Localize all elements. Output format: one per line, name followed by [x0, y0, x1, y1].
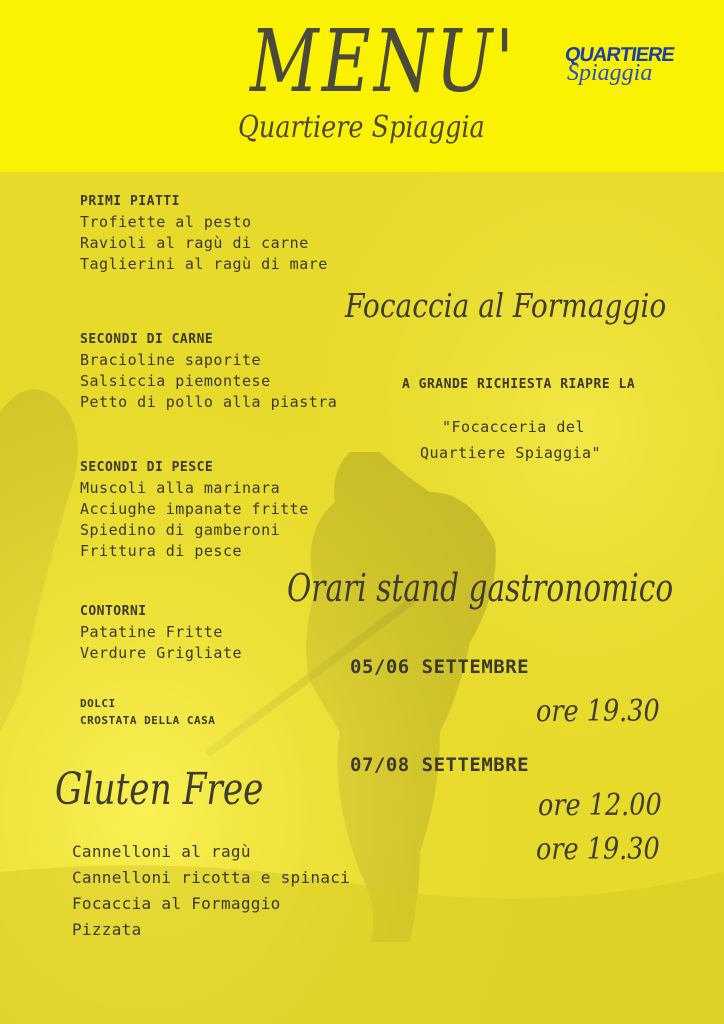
- menu-item: CROSTATA DELLA CASA: [80, 714, 216, 727]
- menu-item: Verdure Grigliate: [80, 644, 243, 662]
- section-heading: CONTORNI: [80, 604, 147, 619]
- gluten-free-list: [72, 839, 350, 943]
- focaccia-title: Focaccia al Formaggio: [345, 286, 667, 325]
- list-item: Pizzata: [72, 920, 142, 939]
- quote-line: "Focacceria del: [442, 418, 585, 436]
- section-secondi-carne: [80, 329, 337, 413]
- page-subtitle: Quartiere Spiaggia: [238, 110, 485, 145]
- menu-item: Muscoli alla marinara: [80, 479, 281, 497]
- menu-item: Trofiette al pesto: [80, 213, 252, 231]
- date-2: 07/08 SETTEMBRE: [350, 754, 530, 776]
- section-heading: DOLCI: [80, 697, 116, 710]
- menu-item: Spiedino di gamberoni: [80, 521, 281, 539]
- section-heading: PRIMI PIATTI: [80, 194, 180, 209]
- section-dolci: [80, 695, 215, 729]
- section-heading: SECONDI DI CARNE: [80, 332, 214, 347]
- date-1: 05/06 SETTEMBRE: [350, 656, 530, 678]
- gluten-free-title: Gluten Free: [55, 764, 264, 815]
- focacceria-quote: [420, 414, 670, 466]
- list-item: Cannelloni al ragù: [72, 842, 251, 861]
- time-2: ore 12.00: [538, 788, 662, 823]
- section-heading: SECONDI DI PESCE: [80, 460, 214, 475]
- menu-item: Frittura di pesce: [80, 542, 243, 560]
- logo-top-text: QUARTIERE: [563, 44, 676, 66]
- list-item: Focaccia al Formaggio: [72, 894, 281, 913]
- page-title: MENU': [250, 12, 517, 112]
- menu-item: Braciolinе saporite: [80, 351, 262, 369]
- menu-item: Patatine Fritte: [80, 623, 223, 641]
- logo-bottom-text: Spiaggia: [567, 60, 653, 86]
- quote-line: Quartiere Spiaggia": [420, 444, 602, 462]
- orari-title: Orari stand gastronomico: [287, 566, 674, 610]
- section-primi-piatti: [80, 191, 328, 275]
- focaccia-announcement: A GRANDE RICHIESTA RIAPRE LA: [402, 377, 636, 392]
- menu-item: Petto di pollo alla piastra: [80, 393, 338, 411]
- menu-item: Ravioli al ragù di carne: [80, 234, 309, 252]
- section-contorni: [80, 601, 242, 664]
- time-1: ore 19.30: [536, 694, 660, 729]
- quartiere-spiaggia-logo: [565, 44, 677, 90]
- menu-item: Salsiccia piemontese: [80, 372, 271, 390]
- menu-item: Acciughe impanate fritte: [80, 500, 309, 518]
- menu-item: Taglierini al ragù di mare: [80, 255, 328, 273]
- section-secondi-pesce: [80, 457, 309, 562]
- list-item: Cannelloni ricotta e spinaci: [72, 868, 351, 887]
- time-3: ore 19.30: [536, 832, 660, 867]
